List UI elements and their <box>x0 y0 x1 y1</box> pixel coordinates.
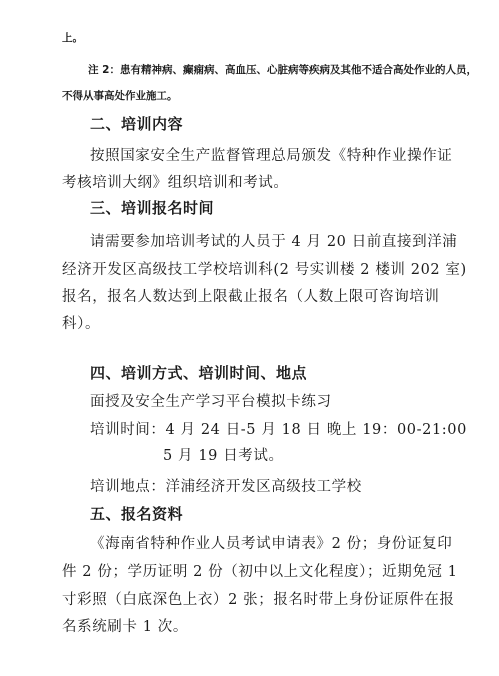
paragraph-line: 名系统刷卡 1 次。 <box>62 619 188 635</box>
paragraph-line: 考核培训大纲》组织培训和考试。 <box>62 175 289 191</box>
section-heading-registration-time: 三、培训报名时间 <box>90 199 215 217</box>
training-location: 培训地点：洋浦经济开发区高级技工学校 <box>90 479 362 495</box>
training-time: 培训时间：4 月 24 日-5 月 18 日 晚上 19：00-21:00 <box>90 422 467 438</box>
paragraph-line: 寸彩照（白底深色上衣）2 张；报名时带上身份证原件在报 <box>62 592 455 608</box>
training-method: 面授及安全生产学习平台模拟卡练习 <box>90 394 332 410</box>
section-heading-method-time-location: 四、培训方式、培训时间、地点 <box>90 364 308 382</box>
exam-date: 5 月 19 日考试。 <box>163 448 284 464</box>
section-heading-materials: 五、报名资料 <box>90 505 184 523</box>
section-heading-content: 二、培训内容 <box>90 115 184 133</box>
paragraph-line: 件 2 份；学历证明 2 份（初中以上文化程度）；近期免冠 1 <box>62 564 458 580</box>
paragraph-line: 报名，报名人数达到上限截止报名（人数上限可咨询培训 <box>62 289 440 305</box>
note-line-2: 不得从事高处作业施工。 <box>62 90 178 102</box>
paragraph-line: 经济开发区高级技工学校培训科(2 号实训楼 2 楼训 202 室) <box>62 262 467 278</box>
paragraph-line: 科）。 <box>62 316 101 332</box>
paragraph-line: 《海南省特种作业人员考试申请表》2 份；身份证复印 <box>90 536 453 552</box>
paragraph-line: 请需要参加培训考试的人员于 4 月 20 日前直接到洋浦 <box>90 234 458 250</box>
paragraph-line: 按照国家安全生产监督管理总局颁发《特种作业操作证 <box>90 148 453 164</box>
page-fragment: 上。 <box>62 32 83 44</box>
note-line-1: 注 2：患有精神病、癫痫病、高血压、心脏病等疾病及其他不适合高处作业的人员， <box>88 64 477 76</box>
